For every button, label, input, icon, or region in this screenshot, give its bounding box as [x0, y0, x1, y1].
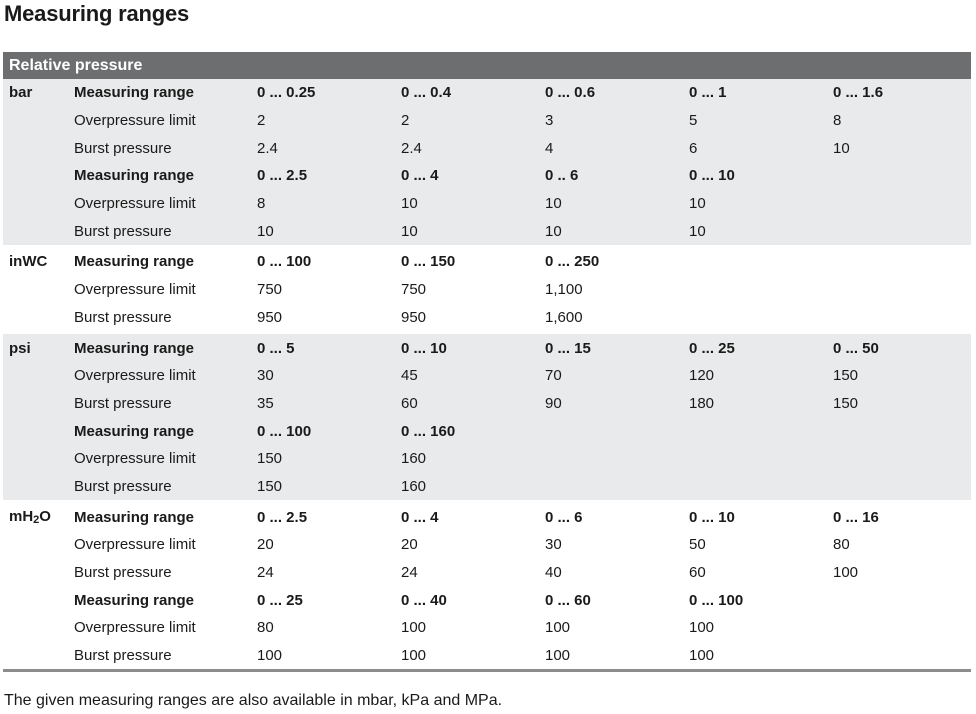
table-row-burst-pressure — [3, 134, 971, 162]
measuring-range-value: 0 ... 250 — [540, 247, 684, 276]
measuring-range-value: 0 ... 16 — [828, 502, 971, 531]
overpressure-limit-value: 80 — [257, 619, 274, 637]
burst-pressure-value: 2.4 — [396, 134, 540, 162]
table-row-burst-pressure — [3, 390, 971, 418]
table-row-overpressure-limit — [3, 445, 971, 473]
table-row-overpressure-limit — [3, 614, 971, 642]
overpressure-limit-value: 30 — [545, 536, 562, 554]
burst-pressure-label: Burst pressure — [68, 390, 252, 418]
measuring-range-value: 0 ... 5 — [252, 333, 396, 362]
unit-base: psi — [9, 339, 31, 357]
measuring-range-value: 0 ... 60 — [545, 591, 591, 609]
overpressure-limit-value: 10 — [540, 190, 684, 218]
unit-cell-empty — [3, 276, 68, 304]
table-row-burst-pressure — [3, 217, 971, 246]
overpressure-limit-value: 8 — [252, 190, 396, 218]
table-row-measuring-range — [3, 333, 971, 362]
burst-pressure-label: Burst pressure — [68, 217, 252, 246]
burst-pressure-value: 100 — [540, 642, 684, 671]
measuring-range-value: 0 ... 50 — [828, 333, 971, 362]
unit-cell-empty — [3, 162, 68, 190]
overpressure-limit-value — [684, 445, 828, 473]
unit-cell-empty — [3, 531, 68, 559]
measuring-range-value: 0 ... 15 — [540, 333, 684, 362]
overpressure-limit-value — [684, 276, 828, 304]
measuring-range-value: 0 .. 6 — [540, 162, 684, 190]
measuring-range-value: 0 ... 100 — [252, 417, 396, 445]
overpressure-limit-label: Overpressure limit — [74, 619, 196, 637]
overpressure-limit-value: 100 — [545, 619, 571, 637]
overpressure-limit-value: 10 — [684, 190, 828, 218]
measuring-range-label: Measuring range — [68, 79, 252, 107]
measuring-range-value: 0 ... 4 — [396, 162, 540, 190]
table-row-overpressure-limit — [3, 190, 971, 218]
table-row-overpressure-limit — [3, 531, 971, 559]
measuring-range-value: 0 ... 10 — [396, 333, 540, 362]
table-row-burst-pressure — [3, 559, 971, 587]
unit-cell-empty — [3, 390, 68, 418]
overpressure-limit-value — [828, 445, 971, 473]
table-row-measuring-range — [3, 162, 971, 190]
table-header-row — [3, 52, 971, 79]
table-row-burst-pressure — [3, 642, 971, 671]
measuring-ranges-table — [3, 52, 971, 672]
burst-pressure-value: 10 — [396, 217, 540, 246]
measuring-range-value: 0 ... 2.5 — [252, 502, 396, 531]
burst-pressure-value — [828, 217, 971, 246]
unit-label — [3, 502, 68, 531]
burst-pressure-label: Burst pressure — [68, 134, 252, 162]
measuring-range-value: 0 ... 10 — [684, 162, 828, 190]
burst-pressure-value: 90 — [540, 390, 684, 418]
burst-pressure-value — [828, 304, 971, 333]
unit-cell-empty — [3, 614, 68, 642]
burst-pressure-value: 10 — [540, 217, 684, 246]
overpressure-limit-value: 2 — [396, 107, 540, 135]
unit-cell-empty — [3, 362, 68, 390]
unit-tail: O — [39, 508, 51, 526]
unit-cell-empty — [3, 586, 68, 614]
relative-pressure-header: Relative pressure — [3, 52, 971, 79]
burst-pressure-value: 10 — [828, 134, 971, 162]
overpressure-limit-value: 20 — [401, 536, 418, 554]
burst-pressure-value — [684, 473, 828, 502]
measuring-range-value: 0 ... 2.5 — [252, 162, 396, 190]
overpressure-limit-value: 2 — [252, 107, 396, 135]
burst-pressure-value — [540, 473, 684, 502]
measuring-range-value: 0 ... 10 — [684, 502, 828, 531]
measuring-range-value — [828, 162, 971, 190]
burst-pressure-value: 150 — [252, 473, 396, 502]
measuring-range-value: 0 ... 0.25 — [252, 79, 396, 107]
measuring-range-value: 0 ... 100 — [689, 591, 744, 609]
overpressure-limit-value — [828, 614, 971, 642]
burst-pressure-value — [828, 642, 971, 671]
unit-cell-empty — [3, 559, 68, 587]
measuring-range-value: 0 ... 1.6 — [828, 79, 971, 107]
burst-pressure-value: 60 — [689, 564, 706, 582]
burst-pressure-value: 24 — [257, 564, 274, 582]
table-row-measuring-range — [3, 417, 971, 445]
overpressure-limit-value — [540, 445, 684, 473]
overpressure-limit-value: 3 — [540, 107, 684, 135]
burst-pressure-value: 100 — [252, 642, 396, 671]
burst-pressure-value: 10 — [684, 217, 828, 246]
overpressure-limit-value: 1,100 — [545, 281, 583, 299]
unit-base: bar — [9, 84, 33, 102]
unit-label — [3, 247, 68, 276]
overpressure-limit-label: Overpressure limit — [68, 445, 252, 473]
table-row-overpressure-limit — [3, 107, 971, 135]
measuring-range-value: 0 ... 6 — [540, 502, 684, 531]
overpressure-limit-value: 45 — [396, 362, 540, 390]
overpressure-limit-value: 80 — [833, 536, 850, 554]
measuring-range-value: 0 ... 150 — [396, 247, 540, 276]
overpressure-limit-value: 100 — [401, 619, 427, 637]
unit-label — [3, 79, 68, 107]
measuring-range-value — [828, 417, 971, 445]
unit-cell-empty — [3, 642, 68, 671]
overpressure-limit-label: Overpressure limit — [74, 281, 196, 299]
burst-pressure-value: 180 — [684, 390, 828, 418]
burst-pressure-label: Burst pressure — [74, 308, 172, 326]
overpressure-limit-value — [828, 276, 971, 304]
table-row-burst-pressure — [3, 304, 971, 333]
overpressure-limit-value: 5 — [684, 107, 828, 135]
footnote: The given measuring ranges are also available in mbar, kPa and MPa. — [4, 692, 503, 709]
table-row-overpressure-limit — [3, 276, 971, 304]
burst-pressure-value: 100 — [396, 642, 540, 671]
burst-pressure-value — [684, 304, 828, 333]
measuring-range-label: Measuring range — [74, 591, 195, 609]
burst-pressure-label: Burst pressure — [68, 473, 252, 502]
burst-pressure-value: 160 — [396, 473, 540, 502]
burst-pressure-value: 150 — [828, 390, 971, 418]
measuring-range-label: Measuring range — [68, 247, 252, 276]
burst-pressure-value: 100 — [833, 564, 859, 582]
measuring-range-value: 0 ... 160 — [396, 417, 540, 445]
overpressure-limit-label: Overpressure limit — [68, 190, 252, 218]
unit-cell-empty — [3, 473, 68, 502]
overpressure-limit-value: 30 — [252, 362, 396, 390]
burst-pressure-value: 6 — [684, 134, 828, 162]
table-row-measuring-range — [3, 586, 971, 614]
unit-base: mH — [9, 508, 34, 526]
unit-cell-empty — [3, 190, 68, 218]
burst-pressure-value: 950 — [401, 308, 427, 326]
measuring-range-value: 0 ... 0.4 — [396, 79, 540, 107]
unit-label — [3, 333, 68, 362]
table-row-burst-pressure — [3, 473, 971, 502]
measuring-range-value — [828, 586, 971, 614]
burst-pressure-value: 2.4 — [252, 134, 396, 162]
overpressure-limit-value: 150 — [252, 445, 396, 473]
measuring-range-value: 0 ... 40 — [401, 591, 447, 609]
measuring-range-label: Measuring range — [68, 333, 252, 362]
table-row-measuring-range — [3, 247, 971, 276]
table-row-overpressure-limit — [3, 362, 971, 390]
measuring-range-value: 0 ... 0.6 — [540, 79, 684, 107]
overpressure-limit-value: 160 — [396, 445, 540, 473]
burst-pressure-label: Burst pressure — [68, 642, 252, 671]
overpressure-limit-value — [828, 190, 971, 218]
unit-cell-empty — [3, 417, 68, 445]
overpressure-limit-value: 120 — [684, 362, 828, 390]
overpressure-limit-value: 10 — [396, 190, 540, 218]
measuring-range-value: 0 ... 25 — [684, 333, 828, 362]
overpressure-limit-value: 100 — [689, 619, 715, 637]
overpressure-limit-value: 8 — [828, 107, 971, 135]
measuring-range-label: Measuring range — [68, 417, 252, 445]
measuring-range-value: 0 ... 1 — [684, 79, 828, 107]
measuring-range-label: Measuring range — [68, 502, 252, 531]
burst-pressure-value: 1,600 — [545, 308, 583, 326]
overpressure-limit-value: 150 — [828, 362, 971, 390]
unit-cell-empty — [3, 134, 68, 162]
overpressure-limit-value: 750 — [257, 281, 283, 299]
measuring-range-value — [540, 417, 684, 445]
unit-cell-empty — [3, 217, 68, 246]
measuring-range-value: 0 ... 25 — [257, 591, 303, 609]
overpressure-limit-label: Overpressure limit — [68, 107, 252, 135]
burst-pressure-label: Burst pressure — [74, 564, 172, 582]
unit-cell-empty — [3, 445, 68, 473]
unit-cell-empty — [3, 304, 68, 333]
table-row-measuring-range — [3, 79, 971, 107]
table-body — [3, 79, 971, 671]
burst-pressure-value: 35 — [252, 390, 396, 418]
unit-cell-empty — [3, 107, 68, 135]
measuring-range-value — [828, 247, 971, 276]
measuring-range-value — [684, 247, 828, 276]
table-row-measuring-range — [3, 502, 971, 531]
burst-pressure-value: 24 — [401, 564, 418, 582]
measuring-range-value: 0 ... 100 — [252, 247, 396, 276]
burst-pressure-value: 60 — [396, 390, 540, 418]
overpressure-limit-label: Overpressure limit — [68, 362, 252, 390]
burst-pressure-value: 4 — [540, 134, 684, 162]
burst-pressure-value: 950 — [257, 308, 283, 326]
overpressure-limit-value: 20 — [257, 536, 274, 554]
overpressure-limit-label: Overpressure limit — [74, 536, 196, 554]
unit-subscript: 2 — [33, 514, 40, 527]
measuring-range-value — [684, 417, 828, 445]
burst-pressure-value: 10 — [252, 217, 396, 246]
overpressure-limit-value: 70 — [540, 362, 684, 390]
page-title: Measuring ranges — [4, 1, 190, 26]
overpressure-limit-value: 50 — [689, 536, 706, 554]
unit-base: inWC — [9, 253, 48, 271]
burst-pressure-value: 100 — [684, 642, 828, 671]
burst-pressure-value: 40 — [545, 564, 562, 582]
burst-pressure-value — [828, 473, 971, 502]
measuring-range-value: 0 ... 4 — [396, 502, 540, 531]
measuring-range-label: Measuring range — [68, 162, 252, 190]
overpressure-limit-value: 750 — [401, 281, 427, 299]
